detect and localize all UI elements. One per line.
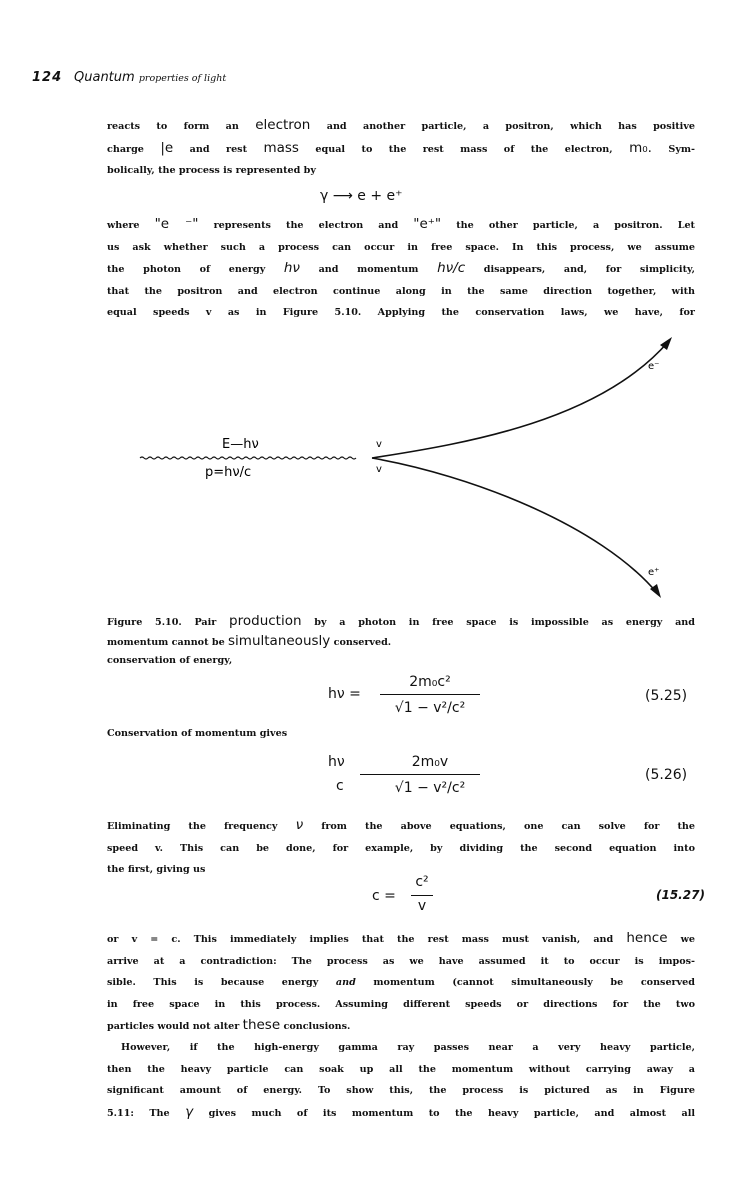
electron-track [372,342,668,458]
text: represents the electron and [213,220,399,231]
label-v-bottom: v [376,464,382,475]
text: or v = c. This immediately implies that the rest mass must vanish, and [107,934,614,945]
conservation-momentum-text [107,723,695,745]
text: Conservation of momentum gives [107,728,288,739]
p4-line-5 [107,1015,695,1038]
running-title-main: Quantum [74,70,135,85]
p2-line-2: us ask whether such a process can occur in free space. In this process, we assume [107,241,695,253]
p5-line-1: However, if the high-energy gamma ray passes near a very heavy particle, [121,1042,695,1053]
text-hence: hence [626,930,668,946]
text: Sym- [668,143,696,155]
eq-5-26-number: (5.26) [645,767,688,783]
p1-line-2 [107,138,695,161]
label-momentum: p=hν/c [205,465,252,480]
text: we [680,934,696,945]
text: from the above equations, one can solve for the [321,821,696,832]
text-nu: ν [295,817,304,833]
text-h-nu: hν [283,260,300,277]
eq-5-25-lhs: hν = [328,686,361,702]
text: reacts to form an [107,121,239,132]
p1-line-3: bolically, the process is represented by [107,165,316,177]
conservation-energy-text [107,650,695,672]
eq-5-26-fraction-bar [360,774,480,775]
p5-line-4 [107,1102,695,1125]
text: conservation of energy, [107,655,233,666]
text: conclusions. [283,1021,351,1033]
text-these: these [242,1017,281,1034]
label-e-plus: e⁺ [648,567,660,578]
text: the other particle, a positron. Let [456,220,695,231]
text-h-nu-over-c: hν/c [437,260,466,277]
p3-line-2: speed v. This can be done, for example, by dividing the second equation into [107,842,695,854]
text-and-italic: and [335,977,356,989]
label-v-top: v [376,439,382,450]
p4-line-3 [107,972,695,994]
text: sible. This is because energy [107,977,319,989]
p5-line-3: significant amount of energy. To show this, the process is pictured as in Figure [107,1085,695,1097]
eq-5-25-fraction-bar [380,694,480,695]
p4-line-1 [107,928,695,951]
figure-caption [107,612,695,652]
text-e-minus: "e ⁻" [154,216,199,232]
eq-15-27-number: (15.27) [656,888,705,902]
eq-15-27-numerator: c² [415,874,429,890]
text: Eliminating the frequency [107,821,278,832]
eq-15-27-denominator: v [417,898,427,914]
p3-line-3: the first, giving us [107,864,206,876]
p2-line-4: that the positron and electron continue along in the same direction together, with [107,285,695,297]
text: Pair [194,617,217,628]
text-gamma: γ [185,1103,194,1120]
page-number: 124 [32,70,63,85]
text-e-plus: "e⁺" [413,216,442,232]
text: charge [107,143,144,155]
p2-line-3 [107,258,695,281]
paragraph-1 [107,115,695,182]
text: and another particle, a positron, which has positive [326,121,695,132]
text: conserved. [333,637,392,648]
photon-wave [140,457,356,459]
label-e-minus: e⁻ [648,361,660,372]
text: where [107,220,140,231]
text: equal to the rest mass of the electron, [315,143,613,155]
text: momentum (cannot simultaneously be conserved [373,977,695,989]
eq-5-26-lhs-denominator: c [336,778,344,794]
p2-line-5: equal speeds v as in Figure 5.10. Applying the conservation laws, we have, for [107,307,695,319]
text-m0: m₀. [629,139,652,156]
caption-line-2 [107,632,695,652]
p4-line-4: in free space in this process. Assuming different speeds or directions for the two [107,998,695,1010]
eq-15-27-lhs: c = [372,888,396,904]
label-energy: E—hν [222,437,259,452]
p3-line-1 [107,815,695,838]
paragraph-2 [107,214,695,324]
text: the photon of energy [107,264,266,276]
text: gives much of its momentum to the heavy particle, and almost all [208,1107,695,1119]
text: and rest [189,143,248,155]
text-charge-symbol: |e [160,139,174,156]
eq-15-27-fraction-bar [411,895,433,896]
text: and momentum [318,264,419,276]
reaction-equation: γ ⟶ e + e⁺ [320,188,403,204]
text-mass: mass [263,139,299,156]
p2-line-1 [107,214,695,237]
paragraph-4 [107,928,695,1038]
text: particles would not alter [107,1021,240,1033]
eq-5-25-denominator: √1 − v²/c² [394,700,466,716]
caption-figure-number: Figure 5.10. [107,617,182,628]
p5-line-2: then the heavy particle can soak up all the momentum without carrying away a [107,1063,695,1075]
text-electron: electron [255,117,311,133]
text-simultaneously: simultaneously [228,633,331,649]
p4-line-2: arrive at a contradiction: The process as we have assumed it to occur is impos- [107,955,695,967]
positron-track [372,458,660,593]
eq-5-26-denominator: √1 − v²/c² [394,780,466,796]
text: disappears, and, for simplicity, [483,264,696,276]
eq-5-25-numerator: 2m₀c² [409,674,451,690]
eq-5-25-number: (5.25) [645,688,688,704]
figure-5-10 [0,325,744,605]
paragraph-3 [107,815,695,881]
eq-5-26-lhs-numerator: hν [328,754,345,770]
text-production: production [229,613,302,629]
paragraph-5 [107,1037,695,1124]
eq-5-26-numerator: 2m₀v [411,754,449,770]
running-title-rest: properties of light [138,73,227,84]
p1-line-1 [107,115,695,138]
running-title [74,70,226,85]
caption-line-1 [107,612,695,632]
text: by a photon in free space is impossible as energy and [314,617,695,628]
text: 5.11: The [107,1107,170,1119]
text: momentum cannot be [107,637,225,648]
